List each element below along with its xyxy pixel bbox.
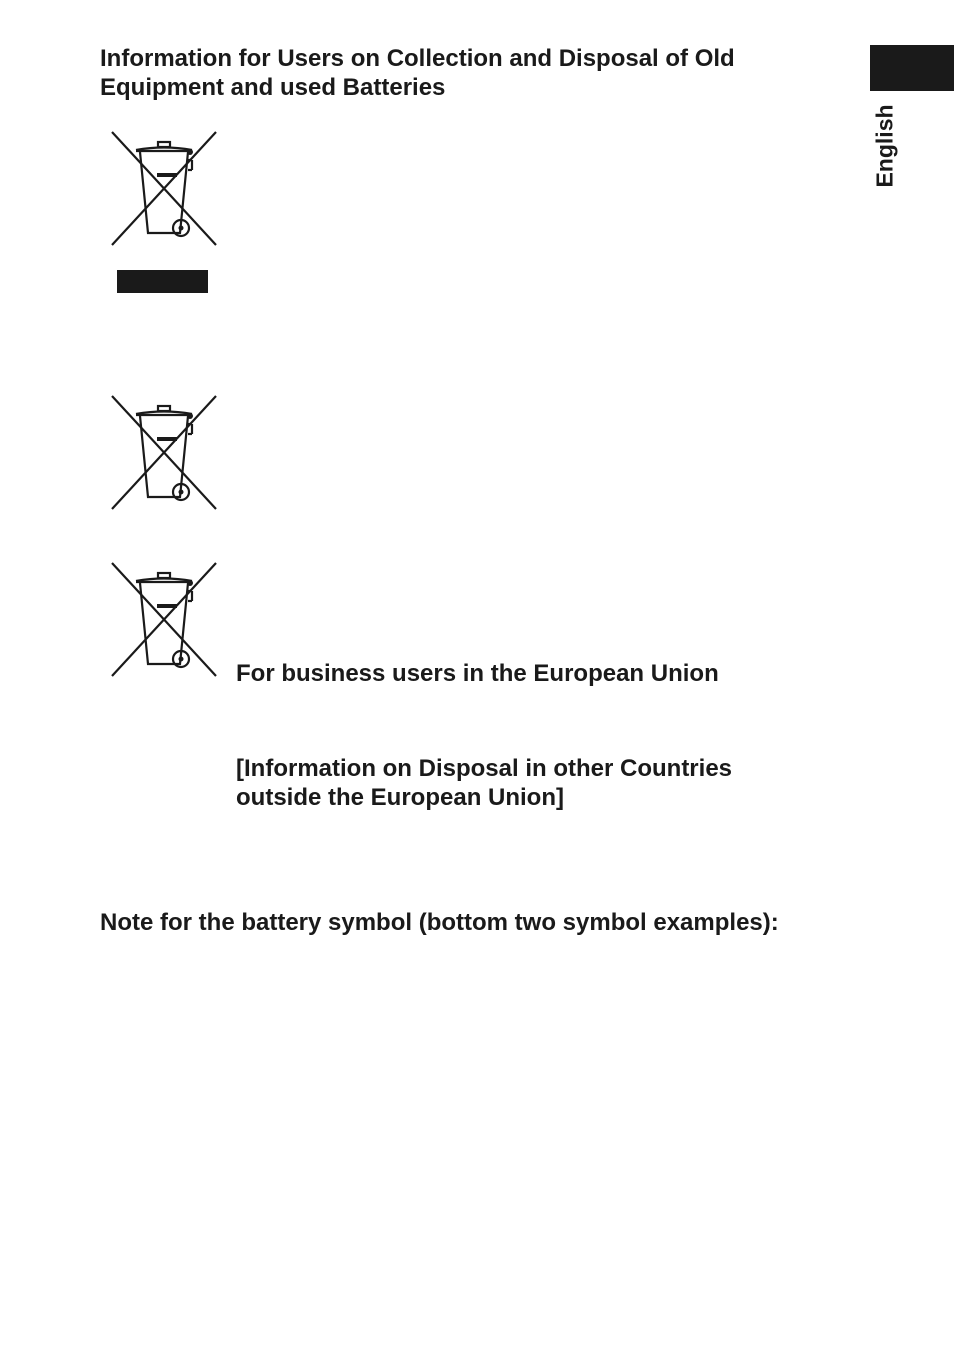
crossed-out-wheelie-bin-icon [108, 394, 220, 512]
main-title-line-1: Information for Users on Collection and Disposal of Old [100, 45, 735, 72]
outside-eu-line-1: [Information on Disposal in other Countries [236, 755, 733, 782]
language-tab [870, 45, 954, 91]
battery-note-heading: Note for the battery symbol (bottom two symbol examples): [100, 909, 779, 936]
outside-eu-heading [236, 754, 732, 812]
date-bar [117, 270, 208, 293]
main-title [100, 44, 735, 102]
language-label: English [871, 104, 898, 188]
crossed-out-wheelie-bin-icon [108, 561, 220, 679]
crossed-out-wheelie-bin-icon [108, 130, 220, 248]
business-users-eu-heading: For business users in the European Union [236, 660, 719, 687]
main-title-line-2: Equipment and used Batteries [100, 74, 446, 101]
outside-eu-line-2: outside the European Union] [236, 784, 564, 811]
